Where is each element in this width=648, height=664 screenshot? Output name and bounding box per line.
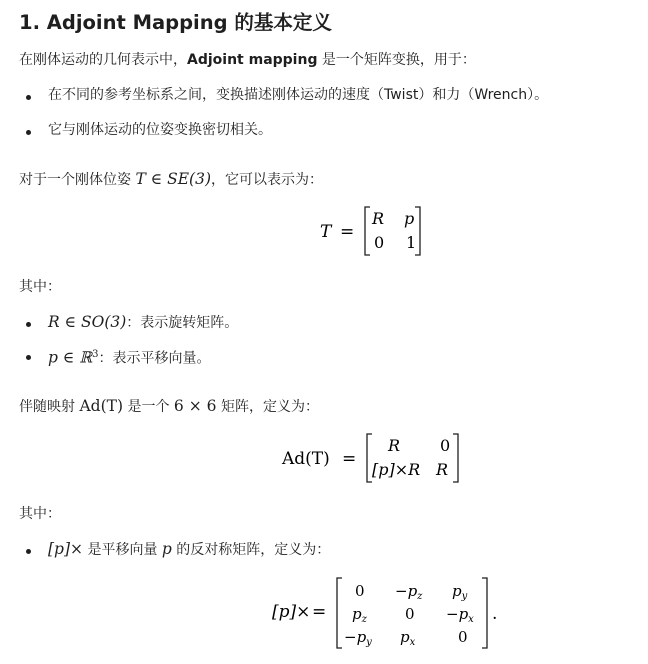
eq-T-cell-r2c1: 0 xyxy=(374,233,385,252)
bullet-dot xyxy=(26,355,31,360)
bullet-dot xyxy=(26,549,31,554)
adjoint-paragraph xyxy=(19,396,319,417)
R-inline-math: R ∈ SO(3) xyxy=(48,313,127,331)
bullet-dot xyxy=(26,322,31,327)
p-desc: ：表示平移向量。 xyxy=(98,350,211,367)
eq-skew-r2c1: $p_z$ xyxy=(352,605,367,625)
eq-skew-r1c2: $-p_z$ xyxy=(395,582,423,602)
adj-inline-math: Ad(T) xyxy=(79,397,124,415)
right-bracket xyxy=(453,434,458,482)
eq-T-cell-r1c2: p xyxy=(404,209,415,228)
section-heading: 1. Adjoint Mapping 的基本定义 xyxy=(19,11,332,34)
eq-Ad-lhs: Ad(T) xyxy=(282,449,330,469)
equation-Ad-matrix xyxy=(278,430,478,488)
eq-skew-lhs: [p]× xyxy=(272,602,311,622)
bullet-dot xyxy=(26,95,31,100)
pose-text-before: 对于一个刚体位姿 xyxy=(19,172,136,188)
adj-text-after: 矩阵，定义为： xyxy=(216,399,319,415)
skew-text-before: 是平移向量 xyxy=(83,542,162,558)
where-bullet-R xyxy=(48,312,238,333)
eq-skew-equals: = xyxy=(312,602,327,622)
p-inline-math: p ∈ ℝ xyxy=(48,348,93,367)
eq-skew-period: . xyxy=(492,604,498,624)
skew-inline-math: [p]× xyxy=(48,540,84,558)
where-label-2: 其中： xyxy=(19,506,61,522)
eq-skew-r2c3: $-p_x$ xyxy=(446,605,474,625)
eq-Ad-cell-r1c2: 0 xyxy=(440,436,451,455)
left-bracket xyxy=(365,207,370,255)
equation-T-matrix xyxy=(310,204,440,260)
skew-bullet xyxy=(48,539,330,560)
eq-skew-r1c1: 0 xyxy=(355,582,365,600)
eq-Ad-cell-r1c1: R xyxy=(388,436,401,455)
pose-paragraph xyxy=(19,169,323,190)
eq-skew-r2c2: 0 xyxy=(405,605,415,623)
purpose-bullet-2: 它与刚体运动的位姿变换密切相关。 xyxy=(48,122,272,138)
eq-skew-r3c2: $p_x$ xyxy=(400,628,416,648)
where-label-1: 其中： xyxy=(19,279,61,295)
eq-skew-r3c1: $-p_y$ xyxy=(344,628,372,648)
pose-inline-math: T ∈ SE(3) xyxy=(135,170,212,188)
adj-text-before: 伴随映射 xyxy=(19,399,80,415)
left-bracket xyxy=(337,578,342,648)
intro-paragraph xyxy=(19,50,476,70)
right-bracket xyxy=(482,578,487,648)
intro-text-before: 在刚体运动的几何表示中， xyxy=(19,52,187,68)
eq-Ad-cell-r2c1: [p]×R xyxy=(372,460,421,479)
bullet-dot xyxy=(26,130,31,135)
eq-skew-r1c3: $p_y$ xyxy=(452,582,468,602)
adj-text-middle: 是一个 xyxy=(123,399,174,415)
purpose-bullet-1: 在不同的参考坐标系之间，变换描述刚体运动的速度（Twist）和力（Wrench）。 xyxy=(48,87,549,103)
eq-Ad-cell-r2c2: R xyxy=(436,460,449,479)
where-bullet-p xyxy=(48,345,211,369)
equation-skew-matrix xyxy=(268,574,518,654)
adj-dim-math: 6 × 6 xyxy=(173,397,217,415)
eq-T-lhs: T xyxy=(320,222,332,242)
eq-Ad-equals: = xyxy=(342,449,357,469)
intro-text-after: 是一个矩阵变换，用于： xyxy=(317,52,476,68)
skew-text-after: 的反对称矩阵，定义为： xyxy=(171,542,331,558)
pose-text-after: ，它可以表示为： xyxy=(211,172,324,188)
R-desc: ：表示旋转矩阵。 xyxy=(126,315,239,331)
eq-T-cell-r2c2: 1 xyxy=(406,233,417,252)
eq-T-equals: = xyxy=(340,222,355,242)
intro-term-bold: Adjoint mapping xyxy=(187,52,318,68)
p-dim-sup: 3 xyxy=(92,349,99,360)
eq-skew-r3c3: 0 xyxy=(458,628,468,646)
skew-var: p xyxy=(161,540,172,558)
eq-T-cell-r1c1: R xyxy=(372,209,385,228)
